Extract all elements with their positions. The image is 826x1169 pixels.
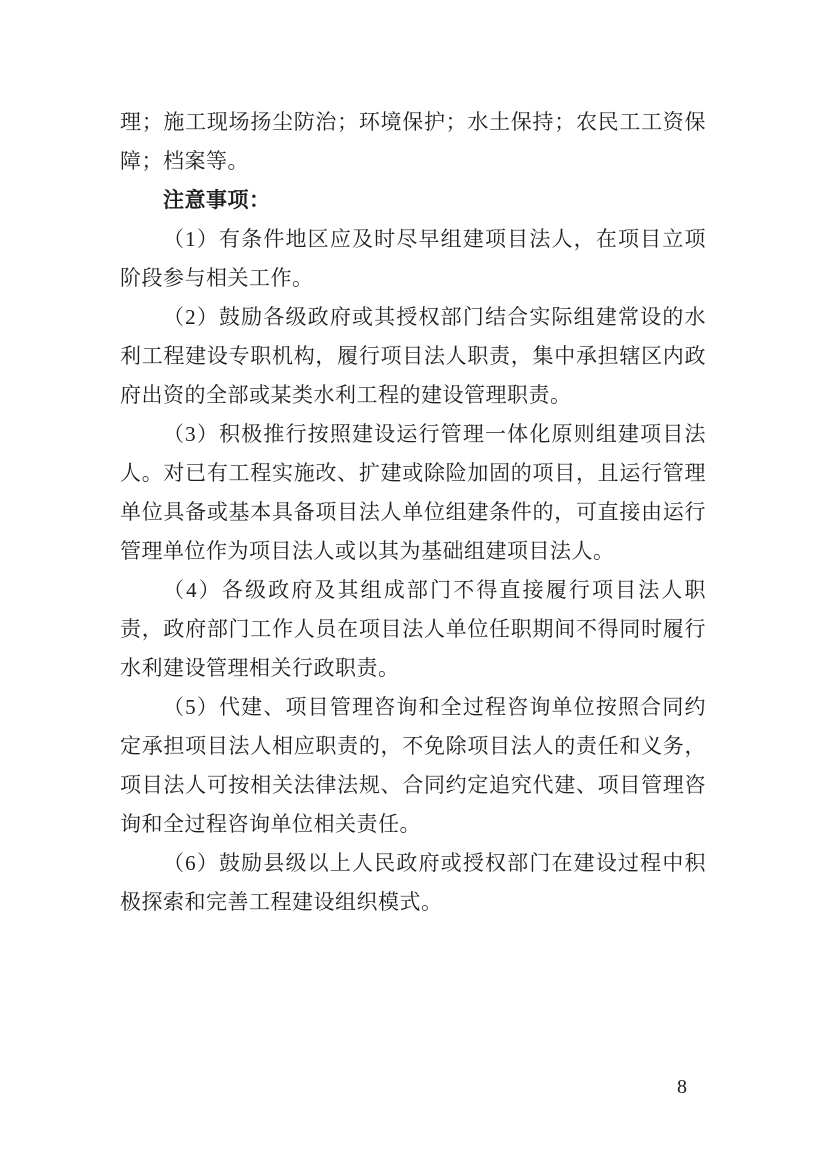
note-item-4: （4）各级政府及其组成部门不得直接履行项目法人职责，政府部门工作人员在项目法人单位任职期间不得同时履行水利建设管理相关行政职责。 [120,578,706,680]
note-item-3: （3）积极推行按照建设运行管理一体化原则组建项目法人。对已有工程实施改、扩建或除险加固的项目，且运行管理单位具备或基本具备项目法人单位组建条件的，可直接由运行管理单位作为项目法人或以其为基础组建项目法人。 [120,422,706,563]
continued-paragraph: 理；施工现场扬尘防治；环境保护；水土保持；农民工工资保障；档案等。 [120,110,706,173]
note-item-5: （5）代建、项目管理咨询和全过程咨询单位按照合同约定承担项目法人相应职责的，不免除项目法人的责任和义务，项目法人可按相关法律法规、合同约定追究代建、项目管理咨询和全过程咨询单位相关责任。 [120,695,706,836]
note-item-1: （1）有条件地区应及时尽早组建项目法人，在项目立项阶段参与相关工作。 [120,227,706,290]
note-item-2: （2）鼓励各级政府或其授权部门结合实际组建常设的水利工程建设专职机构，履行项目法人职责，集中承担辖区内政府出资的全部或某类水利工程的建设管理职责。 [120,305,706,407]
note-item-6: （6）鼓励县级以上人民政府或授权部门在建设过程中积极探索和完善工程建设组织模式。 [120,851,706,914]
notes-heading: 注意事项： [163,188,271,212]
document-text-body [120,103,706,922]
page-number: 8 [677,1076,687,1098]
